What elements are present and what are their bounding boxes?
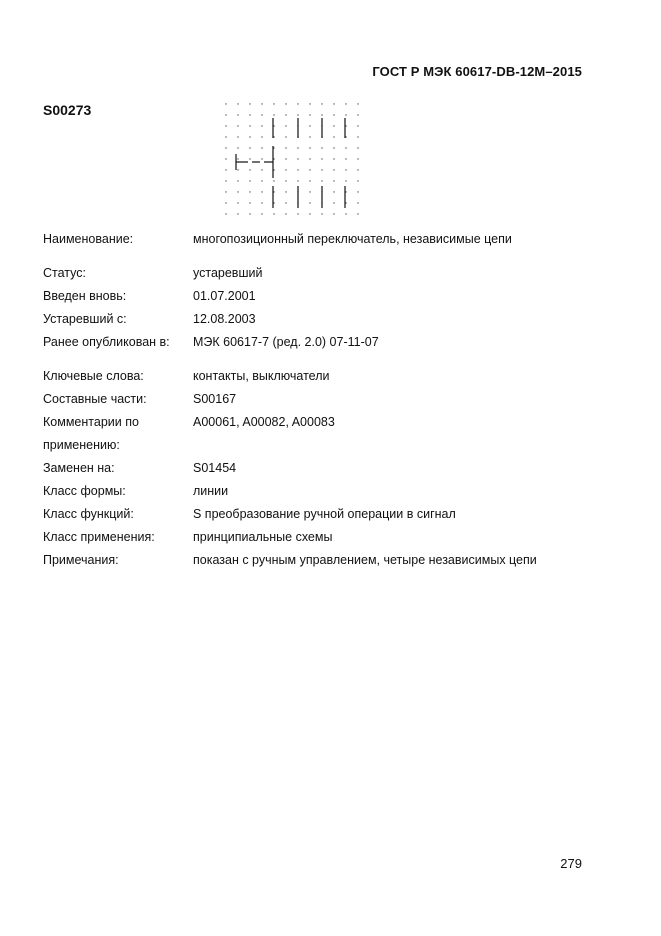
field-row-status <box>43 262 603 285</box>
field-label: Введен вновь: <box>43 289 127 303</box>
grid-dot <box>249 125 250 126</box>
grid-dot <box>237 158 238 159</box>
grid-dot <box>285 125 286 126</box>
grid-dot <box>285 180 286 181</box>
grid-dot <box>333 158 334 159</box>
grid-dot <box>249 213 250 214</box>
field-value: линии <box>193 484 229 498</box>
grid-dot <box>285 169 286 170</box>
grid-dot <box>309 202 310 203</box>
grid-dot <box>285 158 286 159</box>
grid-dot <box>261 114 262 115</box>
field-label: Класс применения: <box>43 530 155 544</box>
grid-dot <box>357 147 358 148</box>
grid-dot <box>357 169 358 170</box>
grid-dot <box>237 147 238 148</box>
grid-dot <box>333 202 334 203</box>
grid-dot <box>357 191 358 192</box>
grid-dot <box>333 125 334 126</box>
grid-dot <box>297 169 298 170</box>
grid-dot <box>333 180 334 181</box>
grid-dot <box>321 147 322 148</box>
grid-dot <box>237 191 238 192</box>
grid-dot <box>309 180 310 181</box>
switch-lines <box>236 118 345 208</box>
field-label: Наименование: <box>43 232 134 246</box>
grid-dot <box>225 191 226 192</box>
grid-dot <box>237 103 238 104</box>
grid-dot <box>345 158 346 159</box>
field-row-keywords <box>43 365 603 388</box>
grid-dot <box>261 136 262 137</box>
field-row-obsolete-since <box>43 308 603 331</box>
document-header: ГОСТ Р МЭК 60617-DB-12M–2015 <box>372 64 582 79</box>
grid-dot <box>309 191 310 192</box>
field-value: S01454 <box>193 461 237 475</box>
grid-dot <box>261 169 262 170</box>
attribute-table <box>43 228 603 572</box>
grid-dot <box>309 114 310 115</box>
grid-dot <box>333 114 334 115</box>
field-row-application-class <box>43 526 603 549</box>
grid-dot <box>345 114 346 115</box>
grid-dot <box>249 191 250 192</box>
field-row-replaced-by <box>43 457 603 480</box>
field-label: Класс формы: <box>43 484 126 498</box>
grid-dot <box>285 103 286 104</box>
grid-dot <box>357 103 358 104</box>
grid-dot <box>309 158 310 159</box>
field-value: устаревший <box>193 266 263 280</box>
field-row-notes <box>43 549 603 572</box>
grid-dot <box>309 125 310 126</box>
grid-dot <box>357 180 358 181</box>
grid-dot <box>297 213 298 214</box>
field-value: многопозиционный переключатель, независимые цепи <box>193 232 512 246</box>
grid-dot <box>249 103 250 104</box>
grid-dot <box>249 169 250 170</box>
grid-dot <box>309 147 310 148</box>
field-value: показан с ручным управлением, четыре независимых цепи <box>193 553 537 567</box>
grid-dot <box>321 158 322 159</box>
grid-dot <box>273 180 274 181</box>
field-value: принципиальные схемы <box>193 530 333 544</box>
field-row-name <box>43 228 603 251</box>
field-row-components <box>43 388 603 411</box>
grid-dot <box>345 147 346 148</box>
grid-dot <box>333 213 334 214</box>
field-row-introduced <box>43 285 603 308</box>
grid-dot <box>357 158 358 159</box>
grid-dot <box>333 103 334 104</box>
grid-dot <box>321 213 322 214</box>
grid-dots <box>225 103 358 214</box>
grid-dot <box>261 103 262 104</box>
field-value: A00061, A00082, A00083 <box>193 415 335 429</box>
grid-dot <box>345 169 346 170</box>
grid-dot <box>273 213 274 214</box>
grid-dot <box>357 202 358 203</box>
grid-dot <box>249 180 250 181</box>
grid-dot <box>285 202 286 203</box>
grid-dot <box>237 169 238 170</box>
symbol-code: S00273 <box>43 102 92 118</box>
grid-dot <box>225 169 226 170</box>
grid-dot <box>357 136 358 137</box>
field-label: Ранее опубликован в: <box>43 335 170 349</box>
grid-dot <box>297 147 298 148</box>
grid-dot <box>261 125 262 126</box>
grid-dot <box>309 136 310 137</box>
grid-dot <box>225 125 226 126</box>
field-label: Составные части: <box>43 392 147 406</box>
grid-dot <box>237 136 238 137</box>
grid-dot <box>261 202 262 203</box>
grid-dot <box>321 114 322 115</box>
grid-dot <box>309 213 310 214</box>
grid-dot <box>237 213 238 214</box>
grid-dot <box>333 191 334 192</box>
grid-dot <box>237 114 238 115</box>
field-row-application-notes <box>43 411 603 457</box>
grid-dot <box>285 136 286 137</box>
field-value: контакты, выключатели <box>193 369 330 383</box>
field-label: Ключевые слова: <box>43 369 144 383</box>
grid-dot <box>237 125 238 126</box>
grid-dot <box>225 114 226 115</box>
grid-dot <box>297 103 298 104</box>
grid-dot <box>321 169 322 170</box>
grid-dot <box>225 103 226 104</box>
grid-dot <box>309 169 310 170</box>
grid-dot <box>333 136 334 137</box>
grid-dot <box>357 213 358 214</box>
grid-dot <box>225 202 226 203</box>
field-label: Устаревший с: <box>43 312 127 326</box>
grid-dot <box>345 180 346 181</box>
grid-dot <box>357 114 358 115</box>
grid-dot <box>249 114 250 115</box>
page-number: 279 <box>560 856 582 871</box>
grid-dot <box>297 180 298 181</box>
field-label: Комментарии по применению: <box>43 415 139 452</box>
grid-dot <box>225 158 226 159</box>
field-value: S00167 <box>193 392 237 406</box>
grid-dot <box>321 103 322 104</box>
field-row-function-class <box>43 503 603 526</box>
grid-dot <box>261 213 262 214</box>
grid-dot <box>297 158 298 159</box>
grid-dot <box>297 114 298 115</box>
grid-dot <box>237 180 238 181</box>
field-value: МЭК 60617-7 (ред. 2.0) 07-11-07 <box>193 335 379 349</box>
field-label: Класс функций: <box>43 507 134 521</box>
grid-dot <box>357 125 358 126</box>
grid-dot <box>273 114 274 115</box>
grid-dot <box>285 114 286 115</box>
grid-dot <box>285 191 286 192</box>
field-value: 01.07.2001 <box>193 289 256 303</box>
grid-dot <box>345 213 346 214</box>
grid-dot <box>333 147 334 148</box>
grid-dot <box>285 147 286 148</box>
grid-dot <box>261 158 262 159</box>
grid-dot <box>285 213 286 214</box>
grid-dot <box>261 147 262 148</box>
grid-dot <box>249 158 250 159</box>
grid-dot <box>249 147 250 148</box>
field-value: 12.08.2003 <box>193 312 256 326</box>
grid-dot <box>333 169 334 170</box>
field-label: Заменен на: <box>43 461 115 475</box>
field-label: Статус: <box>43 266 86 280</box>
multi-position-switch-icon <box>218 96 364 224</box>
field-row-shape-class <box>43 480 603 503</box>
grid-dot <box>249 202 250 203</box>
grid-dot <box>273 103 274 104</box>
grid-dot <box>321 180 322 181</box>
grid-dot <box>225 180 226 181</box>
grid-dot <box>309 103 310 104</box>
grid-dot <box>345 103 346 104</box>
grid-dot <box>225 147 226 148</box>
grid-dot <box>237 202 238 203</box>
grid-dot <box>225 136 226 137</box>
field-label: Примечания: <box>43 553 119 567</box>
grid-dot <box>249 136 250 137</box>
field-row-previously-published <box>43 331 603 354</box>
field-value: S преобразование ручной операции в сигнал <box>193 507 456 521</box>
grid-dot <box>225 213 226 214</box>
grid-dot <box>261 191 262 192</box>
grid-dot <box>261 180 262 181</box>
